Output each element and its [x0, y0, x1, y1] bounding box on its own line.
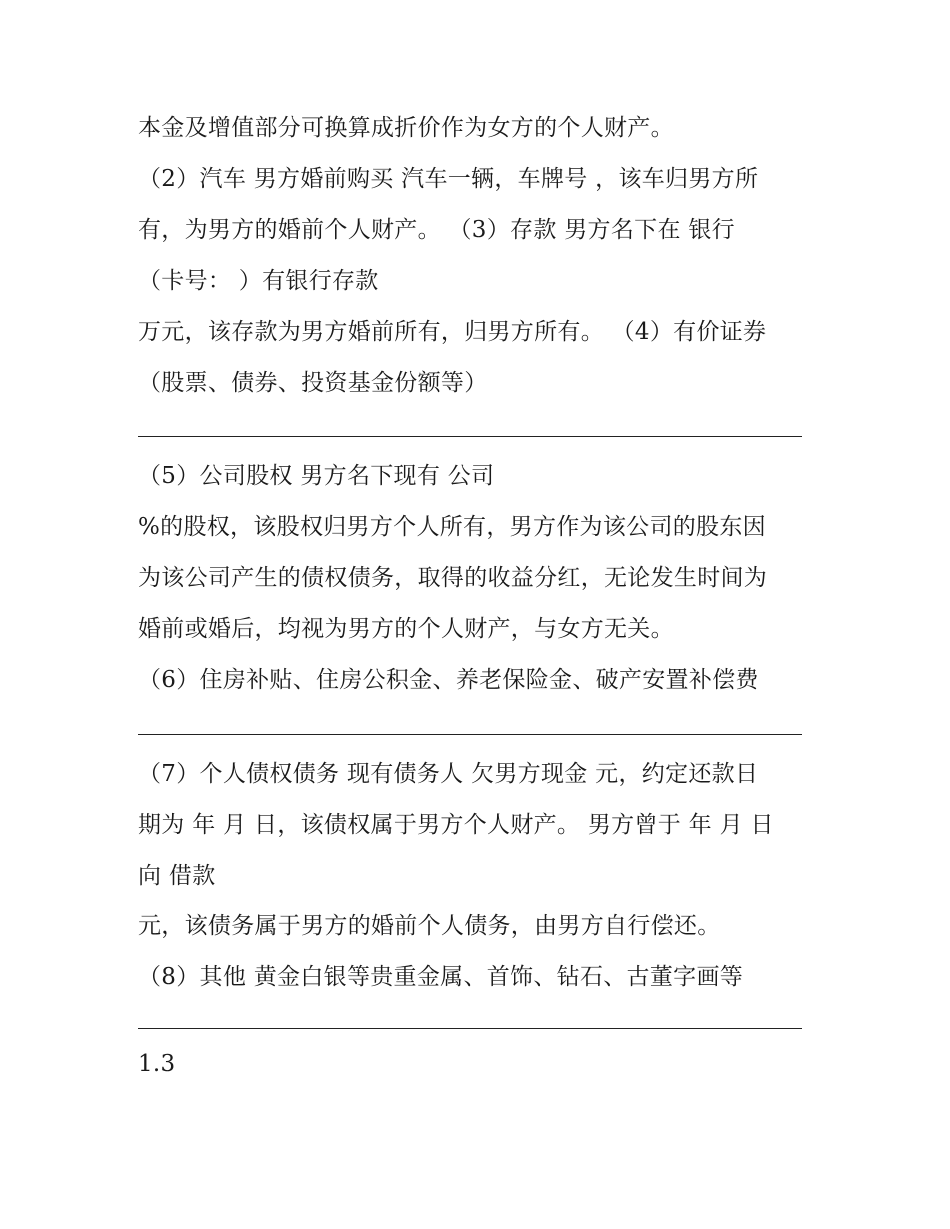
blank-rule [138, 436, 802, 437]
text-line: 向 借款 [138, 863, 216, 889]
text-line: 婚前或婚后，均视为男方的个人财产，与女方无关。 [138, 616, 674, 642]
text-line: （8）其他 黄金白银等贵重金属、首饰、钻石、古董字画等 [138, 964, 744, 990]
text-line: 有，为男方的婚前个人财产。 （3）存款 男方名下在 银行 [138, 217, 735, 243]
blank-rule [138, 734, 802, 735]
text-line: （2）汽车 男方婚前购买 汽车一辆，车牌号 ，该车归男方所 [138, 166, 759, 192]
text-line: 本金及增值部分可换算成折价作为女方的个人财产。 [138, 115, 674, 141]
text-line: （5）公司股权 男方名下现有 公司 [138, 463, 495, 489]
text-line: （卡号： ）有银行存款 [138, 268, 379, 294]
text-line: 元，该债务属于男方的婚前个人债务，由男方自行偿还。 [138, 913, 721, 939]
text-line: 万元，该存款为男方婚前所有，归男方所有。 （4）有价证券 [138, 319, 767, 345]
text-line: 为该公司产生的债权债务，取得的收益分红，无论发生时间为 [138, 565, 768, 591]
text-line: （6）住房补贴、住房公积金、养老保险金、破产安置补偿费 [138, 667, 759, 693]
section-number: 1.3 [138, 1051, 176, 1077]
blank-rule [138, 1028, 802, 1029]
text-line: （股票、债券、投资基金份额等） [138, 370, 488, 396]
text-line: 期为 年 月 日，该债权属于男方个人财产。 男方曾于 年 月 日 [138, 812, 774, 838]
text-line: %的股权，该股权归男方个人所有，男方作为该公司的股东因 [138, 514, 766, 540]
text-line: （7）个人债权债务 现有债务人 欠男方现金 元，约定还款日 [138, 761, 759, 787]
